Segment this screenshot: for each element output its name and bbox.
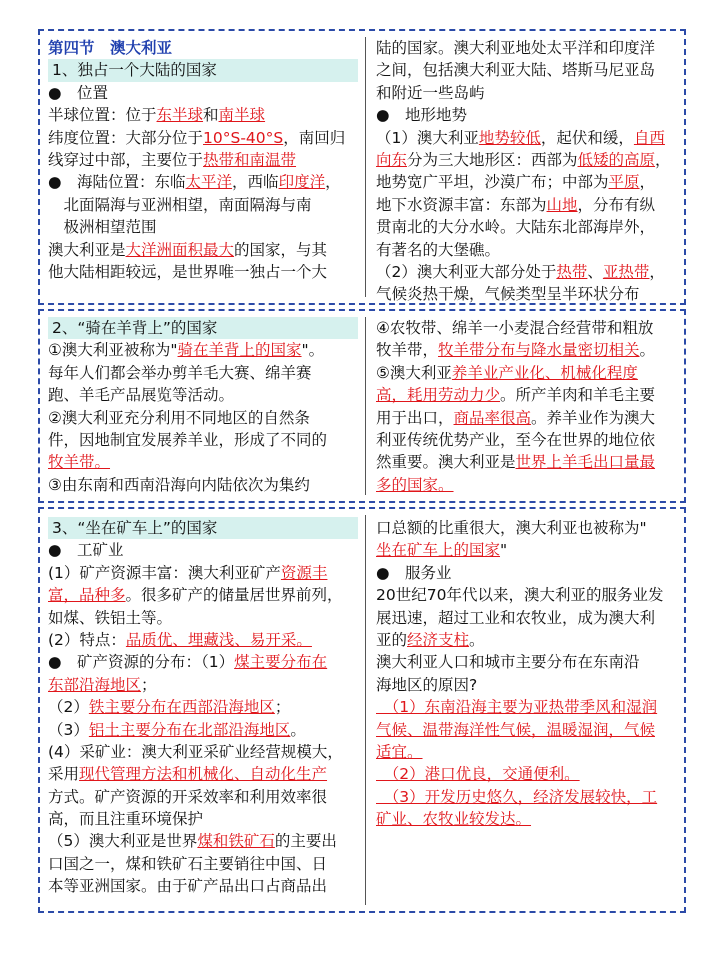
body-text: 分为三大地形区：西部为: [407, 150, 578, 169]
body-text: ● 地形地势: [376, 106, 468, 125]
body-text: （5）澳大利亚是世界: [48, 832, 198, 851]
text-line: [376, 104, 680, 126]
text-line: [376, 261, 680, 283]
text-line: [376, 239, 680, 261]
body-text: 。所产羊肉和羊毛主要: [500, 386, 656, 405]
body-text: 高，而且注重环境保护: [48, 810, 204, 829]
key-point-text: 低矮的高原: [577, 150, 656, 169]
body-text: 20世纪70年代以来，澳大利亚的服务业发: [376, 586, 664, 605]
key-point-text: 亚热带: [602, 262, 650, 281]
text-line: [48, 741, 358, 763]
body-text: 的国家，与其: [234, 240, 328, 259]
key-point-text: 铁主要分布在西部沿海地区: [88, 698, 275, 717]
body-text: （2）: [48, 698, 89, 717]
key-point-text: 高，耗用劳动力少: [376, 386, 501, 405]
key-point-text: 东部沿海地区: [48, 675, 142, 694]
key-point-text: 太平洋: [185, 173, 233, 192]
text-line: [48, 651, 358, 673]
body-text: ②澳大利亚充分利用不同地区的自然条: [48, 408, 310, 427]
body-text: 跑、羊毛产品展览等活动。: [48, 386, 235, 405]
key-point-text: 自西: [633, 128, 665, 147]
text-line: [48, 384, 358, 406]
body-text: ，: [639, 173, 656, 192]
body-text: 澳大利亚人口和城市主要分布在东南沿: [376, 653, 640, 672]
text-line: [376, 741, 680, 763]
text-line: [376, 149, 680, 171]
text-line: [376, 562, 680, 584]
body-text: ，起伏和缓，: [540, 128, 634, 147]
text-line: [376, 451, 680, 473]
text-line: [376, 607, 680, 629]
body-text: 本等亚洲国家。由于矿产品出口占商品出: [48, 877, 328, 896]
key-point-text: 经济支柱: [407, 630, 470, 649]
key-point-text: 东半球: [156, 106, 204, 125]
body-text: ⑤澳大利亚: [376, 363, 452, 382]
key-point-text: 骑在羊背上的国家: [177, 341, 302, 360]
body-text: 气候炎热干燥，气候类型呈半环状分布: [376, 285, 640, 303]
text-line: [376, 429, 680, 451]
text-line: [376, 629, 680, 651]
body-text: 纬度位置：大部分位于: [48, 128, 204, 147]
key-point-text: 品质优、埋藏浅、易开采。: [125, 630, 312, 649]
body-text: 和附近一些岛屿: [376, 83, 485, 102]
text-line: [376, 786, 680, 808]
key-point-text: 煤和铁矿石: [197, 832, 275, 851]
key-point-text: 富，品种多: [48, 586, 126, 605]
body-text: ，西临: [232, 173, 279, 192]
body-text: ● 工矿业: [48, 541, 124, 560]
section-1-right-column: [376, 37, 680, 303]
text-line: [376, 584, 680, 606]
text-line: [376, 719, 680, 741]
text-line: [376, 216, 680, 238]
body-text: 的主要出: [274, 832, 337, 851]
text-line: [48, 239, 358, 261]
body-text: 澳大利亚是: [48, 240, 126, 259]
body-text: 、: [587, 262, 603, 281]
key-point-text: （3）开发历史悠久，经济发展较快，工: [376, 787, 658, 806]
text-line: [48, 808, 358, 830]
body-text: 海地区的原因?: [376, 675, 478, 694]
key-point-text: 山地: [546, 195, 578, 214]
body-text: ③由东南和西南沿海向内陆依次为集约: [48, 475, 310, 494]
body-text: 用于出口，: [376, 408, 454, 427]
text-line: [48, 451, 358, 473]
body-text: 北面隔海与亚洲相望，南面隔海与南: [48, 195, 312, 214]
text-line: [48, 261, 358, 283]
body-text: ● 矿产资源的分布：（1）: [48, 653, 235, 672]
key-point-text: 铝土主要分布在北部沿海地区: [88, 720, 291, 739]
text-line: [48, 674, 358, 696]
text-line: [48, 194, 358, 216]
key-point-text: 10°S-40°S: [203, 128, 284, 147]
body-text: 贯南北的大分水岭。大陆东北部海岸外，: [376, 218, 656, 237]
body-text: 展迅速，超过工业和农牧业，成为澳大利: [376, 608, 656, 627]
text-line: [48, 763, 358, 785]
body-text: 2、“骑在羊背上”的国家: [52, 319, 218, 337]
body-text: 有著名的大堡礁。: [376, 240, 501, 259]
text-line: [376, 517, 680, 539]
section-3-left-column: [48, 517, 358, 911]
text-line: [48, 429, 358, 451]
text-line: [376, 763, 680, 785]
text-line: [376, 194, 680, 216]
text-line: [48, 362, 358, 384]
text-line: [48, 786, 358, 808]
text-line: [376, 696, 680, 718]
section-2-box: [38, 309, 686, 503]
section-2-left-column: [48, 317, 358, 501]
text-line: [376, 37, 680, 59]
body-text: ，南回归: [283, 128, 346, 147]
text-line: [48, 607, 358, 629]
body-text: 如煤、铁铝土等。: [48, 608, 173, 627]
body-text: ● 服务业: [376, 563, 452, 582]
key-point-text: 养羊业产业化、机械化程度: [451, 363, 638, 382]
text-line: [48, 696, 358, 718]
body-text: 牧羊带，: [376, 341, 439, 360]
text-line: [48, 562, 358, 584]
key-point-text: 多的国家。: [376, 475, 454, 494]
key-point-text: 热带和南温带: [203, 150, 297, 169]
section-heading: [48, 517, 358, 539]
body-text: 每年人们都会举办剪羊毛大赛、绵羊赛: [48, 363, 312, 382]
section-1-box: [38, 29, 686, 305]
section-3-box: [38, 507, 686, 913]
key-point-text: 牧羊带。: [48, 453, 111, 472]
key-point-text: （1）东南沿海主要为亚热带季风和湿润: [376, 698, 658, 717]
body-text: 半球位置：位于: [48, 106, 157, 125]
key-point-text: 印度洋: [278, 173, 326, 192]
text-line: [376, 539, 680, 561]
body-text: 1、独占一个大陆的国家: [52, 61, 217, 80]
body-text: （1）澳大利亚: [376, 128, 479, 147]
text-line: [48, 339, 358, 361]
key-point-text: 坐在矿车上的国家: [376, 541, 501, 560]
body-text: ● 位置: [48, 83, 109, 102]
text-line: [48, 830, 358, 852]
column-divider: [365, 37, 366, 297]
key-point-text: 矿业、农牧业较发达。: [376, 810, 532, 829]
key-point-text: 向东: [376, 150, 408, 169]
text-line: [376, 474, 680, 496]
body-text: 件，因地制宜发展养羊业，形成了不同的: [48, 430, 328, 449]
section-2-right-column: [376, 317, 680, 501]
column-divider: [365, 317, 366, 495]
key-point-text: 商品率很高: [453, 408, 532, 427]
body-text: 利亚传统优势产业，至今在世界的地位依: [376, 430, 656, 449]
body-text: (4）采矿业：澳大利亚采矿业经营规模大，: [48, 742, 343, 761]
text-line: [376, 283, 680, 303]
text-line: [48, 82, 358, 104]
section-heading: [48, 317, 358, 339]
text-line: [376, 384, 680, 406]
body-text: 方式。矿产资源的开采效率和利用效率很: [48, 787, 328, 806]
body-text: ，: [655, 150, 671, 169]
body-text: (2）特点：: [48, 630, 126, 649]
text-line: [48, 584, 358, 606]
body-text: 地下水资源丰富：东部为: [376, 195, 547, 214]
text-line: [376, 808, 680, 830]
key-point-text: （2）港口优良，交通便利。: [376, 765, 580, 784]
text-line: [48, 474, 358, 496]
key-point-text: 地势较低: [478, 128, 541, 147]
body-text: 。: [290, 720, 306, 739]
text-line: [376, 59, 680, 81]
body-text: 。很多矿产的储量居世界前列，: [125, 586, 343, 605]
text-line: [376, 317, 680, 339]
key-point-text: 气候、温带海洋性气候，温暖湿润，气候: [376, 720, 656, 739]
text-line: [376, 127, 680, 149]
key-point-text: 资源丰: [280, 563, 328, 582]
body-text: ④农牧带、绵羊一小麦混合经营带和粗放: [376, 319, 654, 337]
text-line: [48, 171, 358, 193]
key-point-text: 世界上羊毛出口量最: [515, 453, 656, 472]
section-1-left-column: [48, 37, 358, 303]
body-text: ": [500, 541, 508, 560]
text-line: [376, 407, 680, 429]
column-divider: [365, 515, 366, 905]
body-text: 然重要。澳大利亚是: [376, 453, 516, 472]
body-text: 。: [469, 630, 485, 649]
key-point-text: 牧羊带分布与降水量密切相关: [438, 341, 640, 360]
section-3-right-column: [376, 517, 680, 911]
body-text: 线穿过中部，主要位于: [48, 150, 204, 169]
body-text: ● 海陆位置：东临: [48, 173, 186, 192]
text-line: [48, 104, 358, 126]
key-point-text: 平原: [608, 173, 640, 192]
body-text: 采用: [48, 765, 80, 784]
key-point-text: 南半球: [218, 106, 266, 125]
key-point-text: 大洋洲面积最大: [125, 240, 235, 259]
text-line: [48, 407, 358, 429]
body-text: （2）澳大利亚大部分处于: [376, 262, 557, 281]
body-text: 极洲相望范围: [48, 218, 157, 237]
body-text: 之间，包括澳大利亚大陆、塔斯马尼亚岛: [376, 61, 656, 80]
text-line: [48, 127, 358, 149]
key-point-text: 煤主要分布在: [234, 653, 328, 672]
text-line: [376, 674, 680, 696]
body-text: 陆的国家。澳大利亚地处太平洋和印度洋: [376, 39, 656, 57]
body-text: （3）: [48, 720, 89, 739]
text-line: [376, 362, 680, 384]
text-line: [48, 216, 358, 238]
key-point-text: 现代管理方法和机械化、自动化生产: [79, 765, 328, 784]
body-text: 口总额的比重很大，澳大利亚也被称为": [376, 519, 647, 537]
body-text: 亚的: [376, 630, 408, 649]
body-text: ；: [141, 675, 157, 694]
text-line: [48, 37, 358, 59]
body-text: ①澳大利亚被称为": [48, 341, 178, 360]
body-text: 。: [639, 341, 656, 360]
section-heading: [48, 59, 358, 81]
body-text: ，分布有纵: [577, 195, 656, 214]
body-text: 地势宽广平坦，沙漠广布；中部为: [376, 173, 609, 192]
body-text: 口国之一，煤和铁矿石主要销往中国、日: [48, 854, 328, 873]
text-line: [376, 171, 680, 193]
body-text: ，: [325, 173, 341, 192]
text-line: [48, 149, 358, 171]
page-title: 第四节 澳大利亚: [48, 39, 173, 57]
text-line: [376, 82, 680, 104]
text-line: [48, 719, 358, 741]
text-line: [48, 853, 358, 875]
text-line: [48, 539, 358, 561]
body-text: 和: [203, 106, 219, 125]
body-text: (1）矿产资源丰富：澳大利亚矿产: [48, 563, 281, 582]
key-point-text: 适宜。: [376, 742, 423, 761]
body-text: "。: [301, 341, 325, 360]
text-line: [376, 339, 680, 361]
body-text: 。养羊业作为澳大: [531, 408, 656, 427]
text-line: [48, 629, 358, 651]
key-point-text: 热带: [556, 262, 588, 281]
text-line: [48, 875, 358, 897]
body-text: 3、“坐在矿车上”的国家: [52, 519, 218, 537]
text-line: [376, 651, 680, 673]
body-text: ，: [649, 262, 665, 281]
body-text: 他大陆相距较远，是世界唯一独占一个大: [48, 262, 328, 281]
body-text: ；: [274, 698, 291, 717]
